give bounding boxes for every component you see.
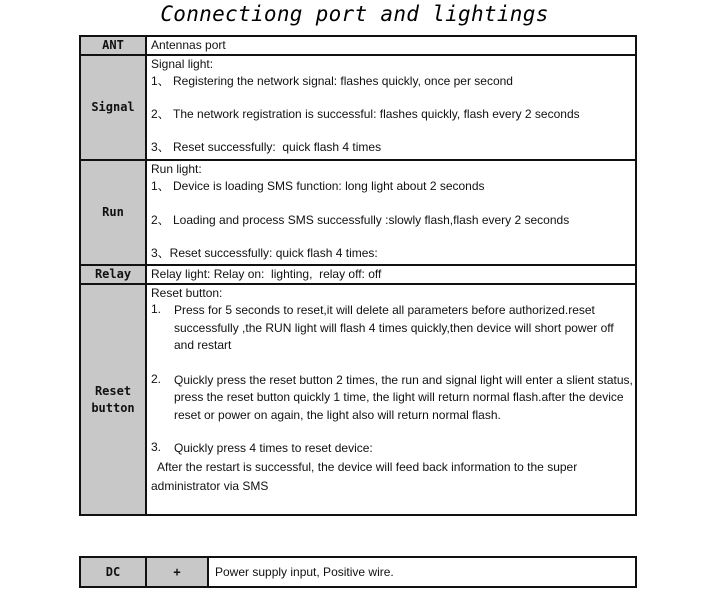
- list-item-number: 2.: [151, 371, 162, 386]
- table-row: [80, 557, 636, 587]
- reset-description: [146, 284, 636, 515]
- signal-heading: Signal light:: [151, 57, 214, 71]
- relay-text: Relay light: Relay on: lighting, relay off: off: [151, 267, 382, 281]
- reset-after-text: After the restart is successful, the device will feed back information to the super: [151, 459, 578, 474]
- table-row: [80, 160, 636, 265]
- list-item-number: 1.: [151, 302, 162, 316]
- relay-label: Relay: [80, 265, 146, 284]
- reset-button-label: [80, 284, 146, 515]
- dc-label: DC: [80, 557, 146, 587]
- list-item-number: 3.: [151, 440, 162, 454]
- table-row: [80, 55, 636, 160]
- dc-description: [208, 557, 636, 587]
- list-item: 1、 Device is loading SMS function: long light about 2 seconds: [151, 179, 485, 193]
- ant-text: Antennas port: [151, 38, 226, 52]
- run-description: [146, 160, 636, 265]
- reset-label-line2: button: [91, 400, 135, 415]
- relay-description: [146, 265, 636, 284]
- ports-table: [79, 35, 637, 516]
- list-item: [151, 302, 635, 355]
- run-label: Run: [80, 160, 146, 265]
- reset-label-line1: Reset: [94, 383, 132, 398]
- list-item-text: Quickly press 4 times to reset device:: [174, 441, 373, 455]
- list-item: [151, 440, 635, 458]
- reset-heading: Reset button:: [151, 286, 223, 300]
- signal-description: [146, 55, 636, 160]
- list-item-text: Press for 5 seconds to reset,it will delete all parameters before authorized.reset successfully ,the RUN light will flash 4 times quickly,then device will short power off and restart: [174, 303, 614, 352]
- ant-description: [146, 36, 636, 55]
- list-item: [151, 372, 635, 425]
- signal-label: Signal: [80, 55, 146, 160]
- dc-table: [79, 556, 637, 588]
- dc-text: Power supply input, Positive wire.: [215, 564, 394, 579]
- list-item: 1、 Registering the network signal: flashes quickly, once per second: [151, 74, 513, 88]
- dc-positive-sign: +: [146, 557, 208, 587]
- table-row: [80, 284, 636, 515]
- list-item-text: Quickly press the reset button 2 times, the run and signal light will enter a slient status, press the reset button quickly 1 time, the light will return normal flash.after the device reset or power on again, the light also will return normal flash.: [174, 372, 633, 422]
- list-item: 3、 Reset successfully: quick flash 4 times: [151, 140, 382, 154]
- list-item: 3、Reset successfully: quick flash 4 times:: [151, 246, 378, 260]
- table-row: [80, 265, 636, 284]
- run-heading: Run light:: [151, 162, 202, 176]
- list-item: 2、 Loading and process SMS successfully :slowly flash,flash every 2 seconds: [151, 213, 570, 227]
- list-item: 2、 The network registration is successful: flashes quickly, flash every 2 seconds: [151, 107, 580, 121]
- page-title: Connectiong port and lightings: [160, 2, 549, 26]
- ant-label: ANT: [80, 36, 146, 55]
- table-row: [80, 36, 636, 55]
- reset-after-text: administrator via SMS: [151, 478, 269, 493]
